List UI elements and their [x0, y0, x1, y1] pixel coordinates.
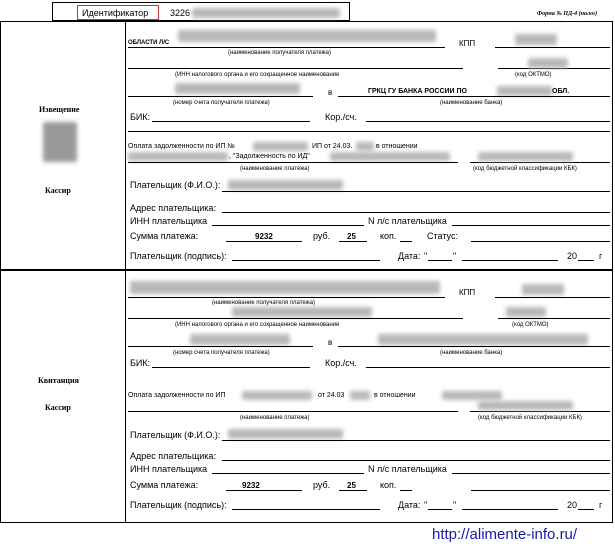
account-redacted-bottom — [190, 334, 290, 345]
ip-number-redacted — [253, 142, 308, 151]
sum-rub-value: 9232 — [255, 232, 273, 241]
sum-kop-line-bottom — [339, 490, 367, 491]
sum-kop-line — [339, 241, 367, 242]
kop-label-bottom: коп. — [380, 480, 397, 490]
kassir-label-top: Кассир — [45, 186, 71, 195]
column-divider — [125, 21, 126, 523]
payer-inn-label: ИНН плательщика — [130, 216, 208, 226]
bank-line — [338, 96, 610, 97]
region-prefix: ОБЛАСТИ Л/С — [128, 40, 170, 46]
payer-fio-label-bottom: Плательщик (Ф.И.О.): — [130, 430, 221, 440]
date-quote-close-bottom: " — [453, 500, 457, 510]
year-prefix: 20 — [567, 251, 578, 261]
bik-label: БИК: — [130, 112, 151, 122]
section-divider — [0, 269, 613, 271]
payment-line-bottom — [128, 411, 458, 412]
payment-line — [128, 162, 458, 163]
kbk-caption: (код бюджетной классификации КБК) — [473, 166, 577, 172]
kpp-label: КПП — [459, 39, 476, 48]
payer-address-label: Адрес плательщика: — [130, 203, 216, 213]
purpose-name-redacted-bottom — [442, 391, 502, 400]
payer-address-line-bottom — [222, 460, 610, 461]
sum-kop-value: 25 — [347, 232, 356, 241]
payee-caption-bottom: (наименование получателя платежа) — [212, 300, 316, 306]
bank-redacted-bottom — [378, 334, 588, 345]
kop-after-line — [400, 241, 412, 242]
kpp-redacted — [515, 34, 557, 45]
signature-line — [232, 260, 380, 261]
purpose-part-d: , "Задолженность по ИД" — [229, 153, 310, 160]
oktmo-caption-bottom: (код ОКТМО) — [512, 322, 549, 328]
account-caption: (номер счета получателя платежа) — [173, 100, 270, 106]
stamp-placeholder — [43, 122, 77, 162]
kpp-redacted-bottom — [522, 284, 564, 295]
payer-account-line — [452, 225, 610, 226]
payment-caption-bottom: (наименование платежа) — [240, 415, 310, 421]
v-label-bottom: в — [328, 338, 333, 347]
date-month-line-bottom — [462, 509, 558, 510]
korr-line-bottom — [366, 367, 610, 368]
date-quote-close: " — [453, 251, 457, 261]
signature-label-bottom: Плательщик (подпись): — [130, 500, 227, 510]
account-caption-bottom: (номер счета получателя платежа) — [173, 350, 270, 356]
ip-date-redacted — [356, 142, 374, 151]
kassir-label-bottom: Кассир — [45, 403, 71, 412]
year-suffix: г — [599, 251, 603, 261]
bank-line-bottom — [338, 346, 610, 347]
signature-line-bottom — [232, 509, 380, 510]
payer-inn-line-bottom — [212, 473, 364, 474]
bik-line-bottom — [152, 367, 310, 368]
bik-label-bottom: БИК: — [130, 358, 151, 368]
kbk-line — [470, 162, 610, 163]
form-label: Форма № ПД-4 (налог) — [537, 11, 598, 17]
kpp-label-bottom: КПП — [459, 288, 476, 297]
status-line — [471, 241, 610, 242]
identifier-label: Идентификатор — [82, 8, 149, 18]
bank-caption: (наименование банка) — [440, 100, 503, 106]
kpp-line-bottom — [495, 297, 610, 298]
kbk-redacted — [478, 152, 573, 161]
date-month-line — [462, 260, 558, 261]
payer-address-line — [222, 212, 610, 213]
purpose-line-1 — [128, 143, 235, 151]
purpose-part-a-bottom: Оплата задолженности по ИП — [128, 392, 226, 399]
sum-kop-value-bottom: 25 — [347, 481, 356, 490]
account-line-bottom — [128, 346, 313, 347]
payer-fio-redacted — [228, 180, 343, 190]
payee-redacted-bottom — [130, 281, 440, 294]
ip-date-redacted-bottom — [350, 391, 370, 400]
v-label: в — [328, 88, 333, 97]
date-day-line-bottom — [428, 509, 452, 510]
inn-caption: (ИНН налогового органа и его сокращенное наименование — [175, 72, 340, 78]
date-year-line — [578, 260, 594, 261]
payer-inn-line — [212, 225, 364, 226]
oktmo-redacted-bottom — [506, 307, 546, 317]
date-day-line — [428, 260, 452, 261]
status-line-bottom — [471, 490, 610, 491]
purpose-id-redacted — [330, 152, 450, 161]
payee-redacted — [178, 30, 436, 42]
izveshenie-label: Извещение — [39, 105, 80, 114]
kbk-line-bottom — [470, 411, 610, 412]
kbk-caption-bottom: (код бюджетной классификации КБК) — [478, 415, 582, 421]
date-label: Дата: — [398, 251, 421, 261]
account-line — [128, 96, 313, 97]
date-year-line-bottom — [578, 509, 594, 510]
sum-label: Сумма платежа: — [130, 231, 199, 241]
payer-fio-line-bottom — [222, 440, 610, 441]
bank-region-redacted — [497, 86, 552, 96]
date-label-bottom: Дата: — [398, 500, 421, 510]
purpose-part-b-bottom: от 24.03 — [318, 392, 345, 399]
purpose-name-redacted — [128, 152, 228, 161]
kbk-redacted-bottom — [478, 401, 573, 410]
oktmo-line — [498, 68, 610, 69]
korr-label-bottom: Кор./сч. — [325, 358, 357, 368]
payee-line-bottom — [128, 297, 445, 298]
payer-address-label-bottom: Адрес плательщика: — [130, 451, 216, 461]
kvitanciya-label: Квитанция — [38, 376, 79, 385]
korr-line — [366, 121, 610, 122]
oktmo-redacted — [528, 58, 568, 68]
signature-label: Плательщик (подпись): — [130, 251, 227, 261]
payer-account-label-bottom: N л/с плательщика — [368, 464, 447, 474]
korr-label: Кор./сч. — [325, 112, 357, 122]
bank-name-suffix: ОБЛ. — [552, 88, 570, 95]
payee-line — [128, 47, 445, 48]
identifier-value: 3226 — [170, 8, 191, 18]
inn-line-bottom — [128, 318, 463, 319]
status-label: Статус: — [427, 231, 458, 241]
purpose-part-c: в отношении — [376, 143, 418, 150]
date-quote-open-bottom: " — [424, 500, 428, 510]
sum-label-bottom: Сумма платежа: — [130, 480, 199, 490]
watermark-url: http://alimente-info.ru/ — [432, 526, 578, 543]
oktmo-line-bottom — [498, 318, 610, 319]
purpose-part-a: Оплата задолженности по ИП № — [128, 143, 235, 150]
payer-fio-redacted-bottom — [228, 429, 343, 439]
identifier-redacted — [192, 8, 340, 18]
kpp-line — [495, 47, 610, 48]
ip-number-redacted-bottom — [242, 391, 312, 400]
account-redacted — [175, 83, 300, 94]
payer-fio-label: Плательщик (Ф.И.О.): — [130, 180, 221, 190]
inn-line — [128, 68, 463, 69]
sum-rub-value-bottom: 9232 — [242, 481, 260, 490]
payer-account-line-bottom — [452, 473, 610, 474]
rub-label-bottom: руб. — [313, 480, 331, 490]
bank-name-prefix: ГРКЦ ГУ БАНКА РОССИИ ПО — [368, 88, 467, 95]
payer-account-label: N л/с плательщика — [368, 216, 447, 226]
kop-label: коп. — [380, 231, 397, 241]
inn-caption-bottom: (ИНН налогового органа и его сокращенное наименование — [175, 322, 340, 328]
bik-line — [152, 121, 310, 122]
payer-fio-line — [222, 191, 610, 192]
payee-caption: (наименование получателя платежа) — [228, 50, 332, 56]
purpose-part-c-bottom: в отношении — [374, 392, 416, 399]
payer-inn-label-bottom: ИНН плательщика — [130, 464, 208, 474]
payment-caption: (наименование платежа) — [240, 166, 310, 172]
bank-caption-bottom: (наименование банка) — [440, 350, 503, 356]
purpose-part-b: ИП от 24.03. — [312, 143, 353, 150]
year-suffix-bottom: г — [599, 500, 603, 510]
oktmo-caption: (код ОКТМО) — [515, 72, 552, 78]
sum-rub-line — [226, 241, 302, 242]
date-quote-open: " — [424, 251, 428, 261]
inn-redacted-bottom — [232, 307, 372, 317]
rub-label: руб. — [313, 231, 331, 241]
year-prefix-bottom: 20 — [567, 500, 578, 510]
sum-rub-line-bottom — [226, 490, 302, 491]
kop-after-line-bottom — [400, 490, 412, 491]
purpose-top-line — [128, 131, 610, 132]
